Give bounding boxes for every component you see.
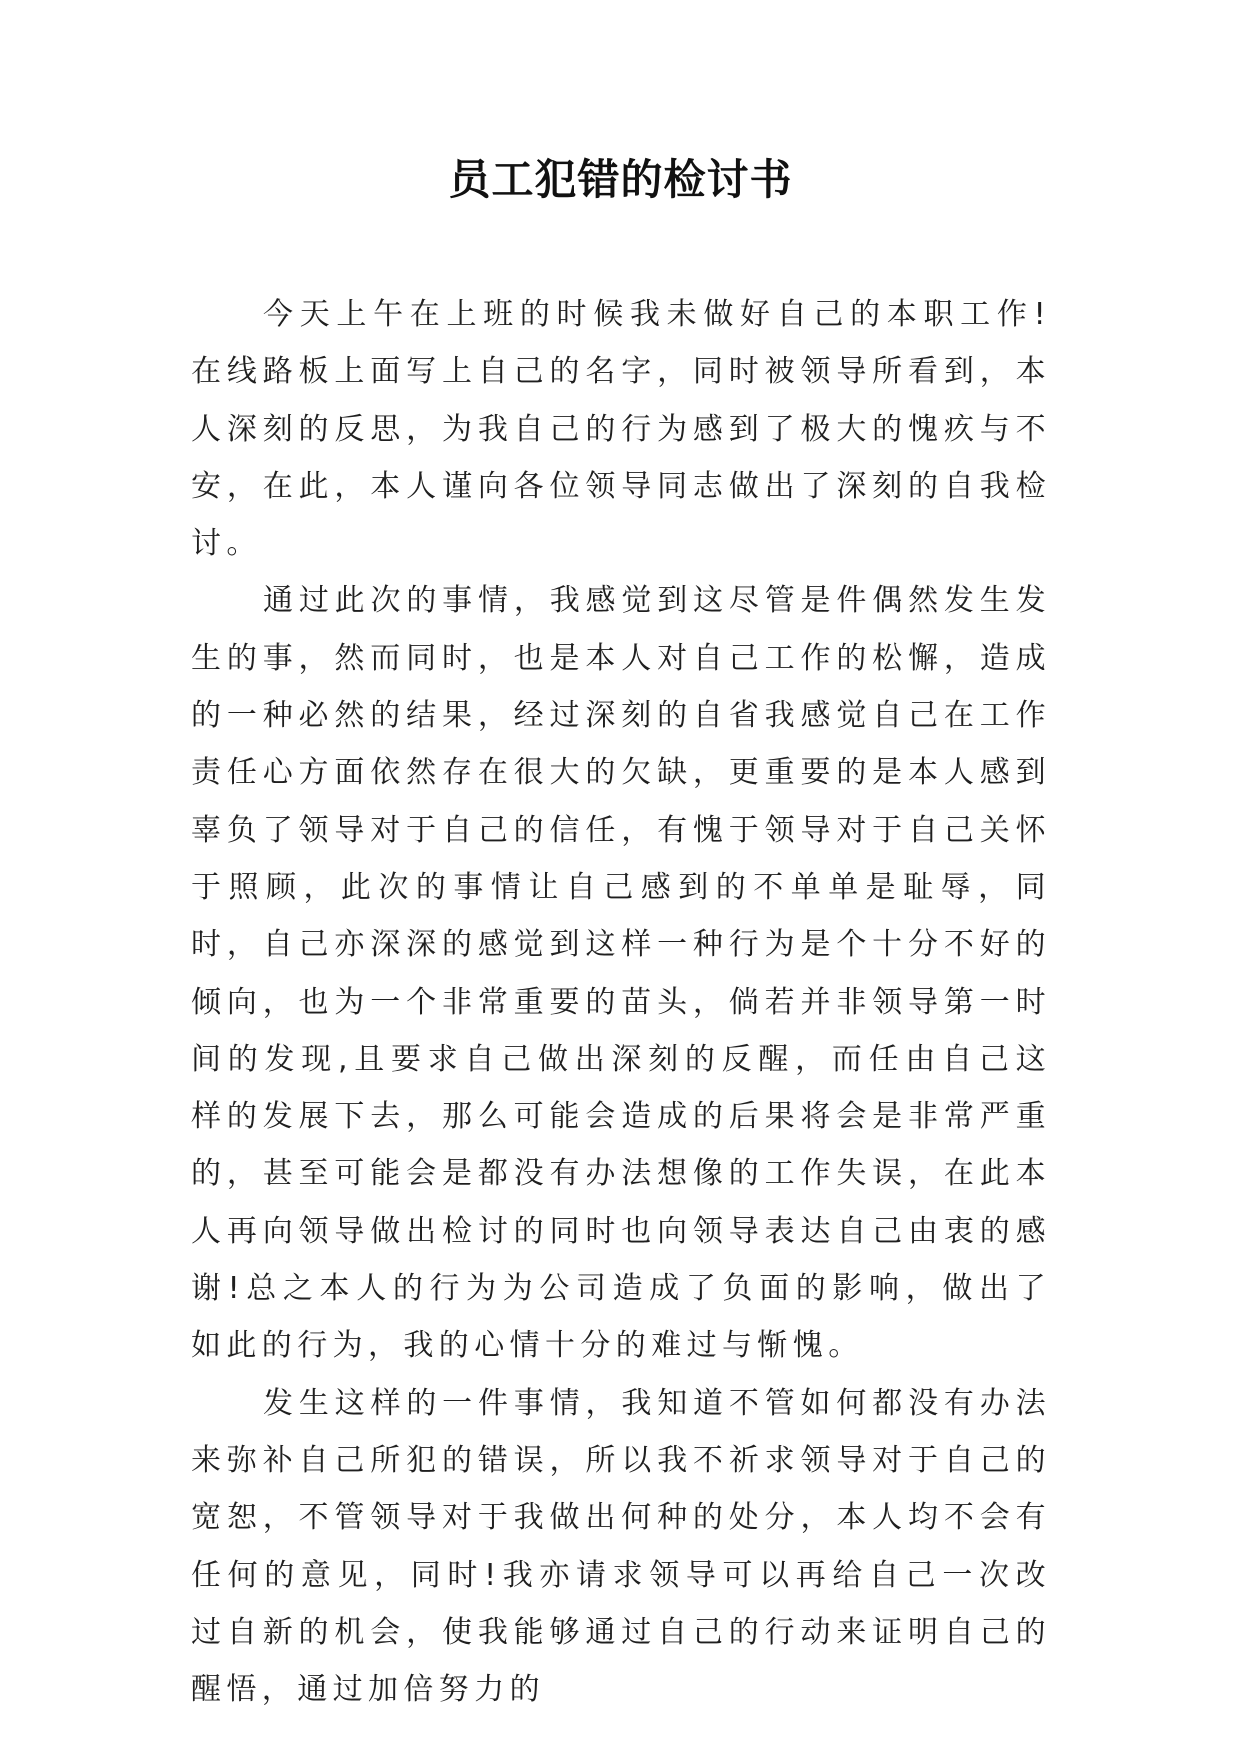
paragraph-1: 今天上午在上班的时候我未做好自己的本职工作!在线路板上面写上自己的名字，同时被领导所看到，本人深刻的反思，为我自己的行为感到了极大的愧疚与不安，在此，本人谨向各位领导同志做出了深刻的自我检讨。: [191, 297, 1051, 562]
document-body: [191, 286, 1051, 1718]
paragraph-3: 发生这样的一件事情，我知道不管如何都没有办法来弥补自己所犯的错误，所以我不祈求领导对于自己的宽恕，不管领导对于我做出何种的处分，本人均不会有任何的意见，同时!我亦请求领导可以再给自己一次改过自新的机会，使我能够通过自己的行动来证明自己的醒悟，通过加倍努力的: [191, 1385, 1051, 1708]
document-title: 员工犯错的检讨书: [448, 155, 793, 204]
paragraph-2: 通过此次的事情，我感觉到这尽管是件偶然发生发生的事，然而同时，也是本人对自己工作的松懈，造成的一种必然的结果，经过深刻的自省我感觉自己在工作责任心方面依然存在很大的欠缺，更重要的是本人感到辜负了领导对于自己的信任，有愧于领导对于自己关怀于照顾，此次的事情让自己感到的不单单是耻辱，同时，自己亦深深的感觉到这样一种行为是个十分不好的倾向，也为一个非常重要的苗头，倘若并非领导第一时间的发现,且要求自己做出深刻的反醒，而任由自己这样的发展下去，那么可能会造成的后果将会是非常严重的，甚至可能会是都没有办法想像的工作失误，在此本人再向领导做出检讨的同时也向领导表达自己由衷的感谢!总之本人的行为为公司造成了负面的影响，做出了如此的行为，我的心情十分的难过与惭愧。: [191, 583, 1051, 1364]
